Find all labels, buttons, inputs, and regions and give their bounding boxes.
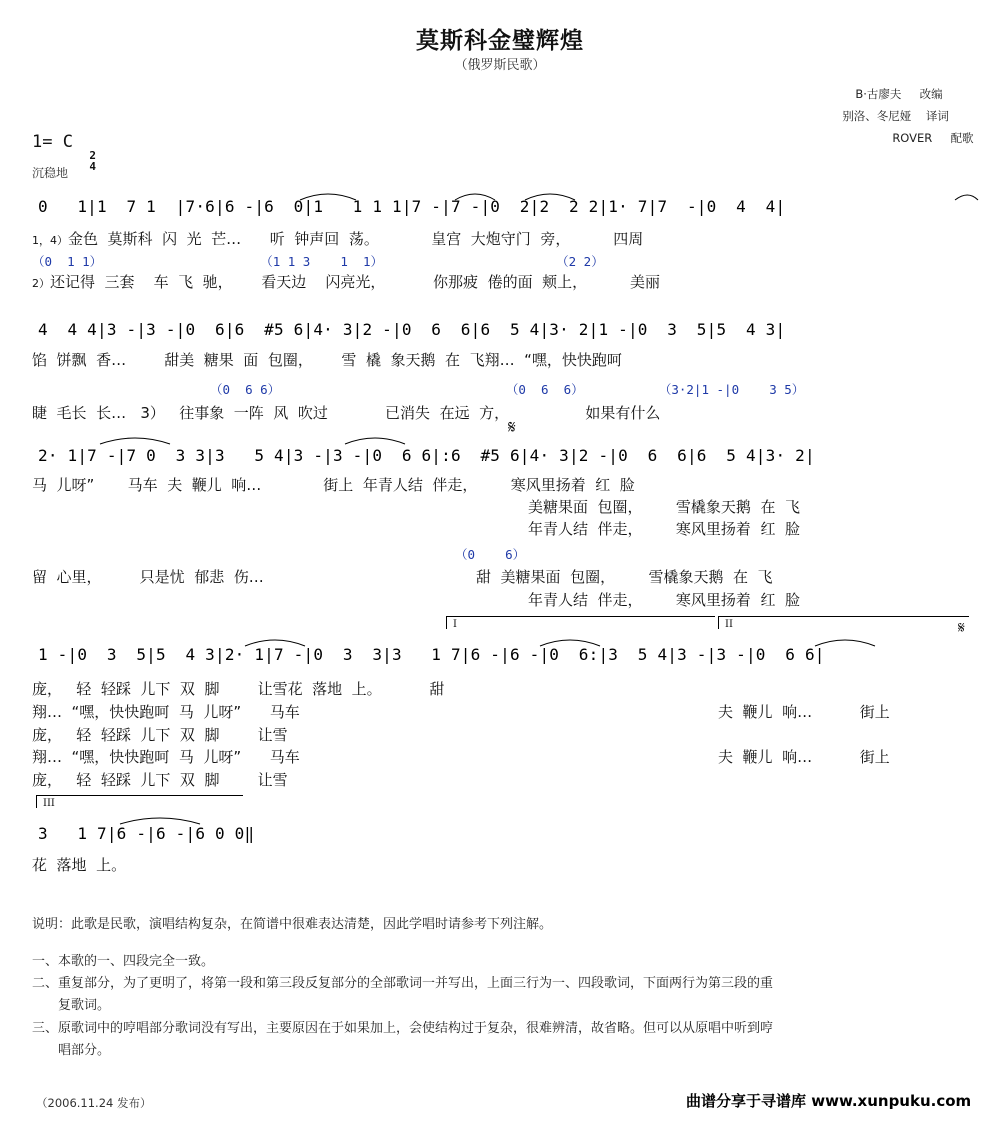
segno-sign-return: 𝄋 [958,618,965,637]
volta-bracket-2: II [718,616,969,629]
system3-lyric1: 马 儿呀” 马车 夫 鞭儿 响… 街上 年青人结 伴走， 寒风里扬着 红 脸 [32,476,635,494]
system5-lyric1: 花 落地 上。 [32,856,127,874]
system3-lyric4b: 甜 美糖果面 包圈， 雪橇象天鹅 在 飞 [476,568,773,586]
slur-marks [0,186,1000,206]
system3-lyric2: 美糖果面 包圈， 雪橇象天鹅 在 飞 [528,498,800,516]
song-subtitle: （俄罗斯民歌） [454,58,546,73]
slur-marks-3 [0,430,1000,450]
system4-notes: 1 -|0 3 5|5 4 3|2· 1|7 -|0 3 3|3 1 7|6 -|6 -|0 6:|3 5 4|3 -|3 -|0 6 6| [38,645,825,664]
notes-item-2-cont: 复歌词。 [58,998,111,1013]
system3-lyric5: 年青人结 伴走， 寒风里扬着 红 脸 [528,591,800,609]
system1-hum-notes: （0 1 1） （1 1 3 1 1） （2 2） [32,254,604,269]
volta-bracket-3: III [36,795,243,808]
site-watermark: 曲谱分享于寻谱库 www.xunpuku.com [686,1092,972,1110]
slur-marks-4 [0,632,1000,652]
notes-intro: 说明：此歌是民歌，演唱结构复杂，在简谱中很难表达清楚，因此学唱时请参考下列注解。 [32,917,553,932]
song-title: 莫斯科金璧辉煌 [416,28,584,54]
system1-notes: 0 1|1 7 1 |7·6|6 -|6 0|1 1 1 1|7 -|7 -|0 2|2 2 2|1· 7|7 -|0 4 4| [38,197,786,216]
tempo-marking: 沉稳地 [32,166,69,180]
key-signature: 1= C [32,132,73,152]
system4-lyric3: 庞， 轻 轻踩 儿下 双 脚 让雪 [32,726,288,744]
system4-lyric5: 庞， 轻 轻踩 儿下 双 脚 让雪 [32,771,288,789]
system4-lyric4: 翔… “嘿，快快跑呵 马 儿呀” 马车 [32,748,300,766]
system3-lyric3: 年青人结 伴走， 寒风里扬着 红 脸 [528,520,800,538]
system2-notes: 4 4 4|3 -|3 -|0 6|6 #5 6|4· 3|2 -|0 6 6|6 5 4|3· 2|1 -|0 3 5|5 4 3| [38,320,786,339]
system4-lyric2-right: 夫 鞭儿 响… 街上 [718,703,890,721]
notes-item-3: 三、原歌词中的哼唱部分歌词没有写出，主要原因在于如果加上，会使结构过于复杂，很难辨清，故省略。但可以从原唱中听到哼 [32,1021,774,1036]
system4-lyric2: 翔… “嘿，快快跑呵 马 儿呀” 马车 [32,703,300,721]
credit-arranger: B·古廖夫 改编 [855,87,943,101]
system3-lyric4a: 留 心里， 只是忧 郁悲 伤… [32,568,264,586]
time-signature: 2 4 [89,149,96,173]
system3-hum-notes: （0 6） [455,547,526,562]
volta-bracket-1: I [446,616,715,629]
credit-lyric-translator: 别洛、冬尼娅 译词 [842,109,949,123]
notes-item-3-cont: 唱部分。 [58,1043,111,1058]
system2-lyric2: 睫 毛长 长… 3） 往事象 一阵 风 吹过 已消失 在远 方， 如果有什么 [32,404,661,422]
system2-lyric1: 馅 饼飘 香… 甜美 糖果 面 包圈， 雪 橇 象天鹅 在 飞翔… “嘿，快快跑呵 [32,351,622,369]
notes-item-2: 二、重复部分，为了更明了，将第一段和第三段反复部分的全部歌词一并写出，上面三行为一、四段歌词，下面两行为第三段的重 [32,976,774,991]
system5-notes: 3 1 7|6 -|6 -|6 0 0‖ [38,824,255,843]
credit-song-fitter: ROVER 配歌 [892,131,974,145]
system3-notes: 2· 1|7 -|7 0 3 3|3 5 4|3 -|3 -|0 6 6|:6 #5 6|4· 3|2 -|0 6 6|6 5 4|3· 2| [38,446,815,465]
system1-lyric2: 2）还记得 三套 车 飞 驰， 看天边 闪亮光， 你那疲 倦的面 颊上， 美丽 [32,273,661,291]
segno-sign: 𝄋 [508,417,516,438]
notes-item-1: 一、本歌的一、四段完全一致。 [32,954,215,969]
system4-lyric1: 庞， 轻 轻踩 儿下 双 脚 让雪花 落地 上。 甜 [32,680,445,698]
system4-lyric4-right: 夫 鞭儿 响… 街上 [718,748,890,766]
slur-marks-5 [0,810,1000,830]
system1-lyric1: 1，4）金色 莫斯科 闪 光 芒… 听 钟声回 荡。 皇宫 大炮守门 旁， 四周 [32,230,644,248]
system2-hum-notes: （0 6 6） （0 6 6） （3·2|1 -|0 3 5） [210,382,805,397]
publish-date: （2006.11.24 发布） [36,1096,152,1110]
